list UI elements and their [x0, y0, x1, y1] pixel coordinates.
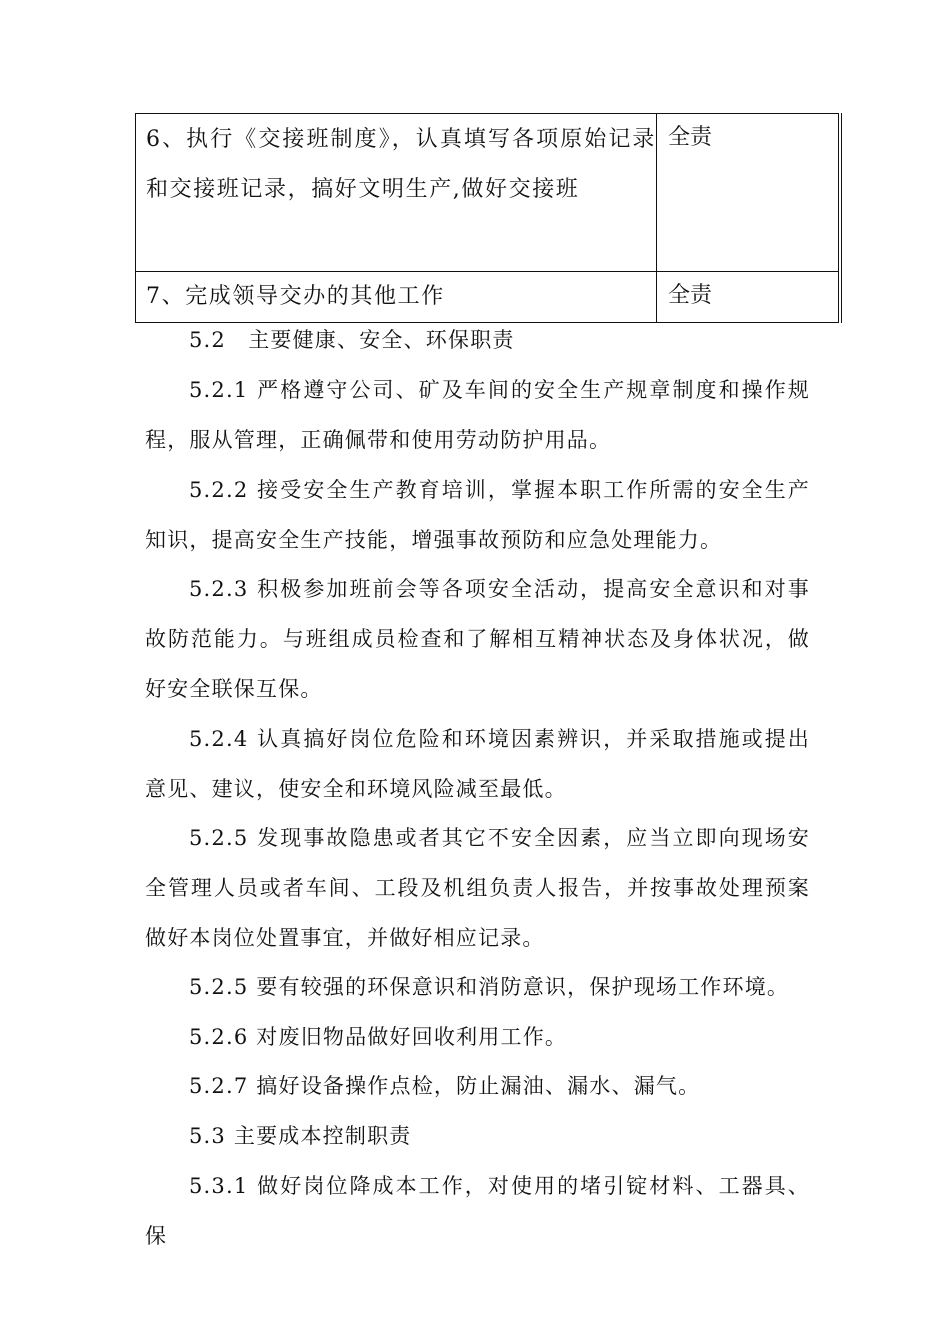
paragraph-5-3-1: 5.3.1 做好岗位降成本工作，对使用的堵引锭材料、工器具、保: [145, 1174, 810, 1248]
task-text: 7、完成领导交办的其他工作: [146, 284, 445, 309]
section-heading-5-2: 5.2 主要健康、安全、环保职责: [189, 328, 515, 352]
paragraph-5-2-1: 5.2.1 严格遵守公司、矿及车间的安全生产规章制度和操作规程，服从管理，正确佩带和使用劳动防护用品。: [145, 378, 810, 452]
responsibility-text: 全责: [668, 125, 713, 150]
paragraph-5-2-6: 5.2.6 对废旧物品做好回收利用工作。: [189, 1025, 568, 1049]
paragraph-5-2-2: 5.2.2 接受安全生产教育培训，掌握本职工作所需的安全生产知识，提高安全生产技能，增强事故预防和应急处理能力。: [145, 478, 810, 552]
duty-table: [135, 113, 842, 323]
paragraph-5-2-4: 5.2.4 认真搞好岗位危险和环境因素辨识，并采取措施或提出意见、建议，使安全和环境风险减至最低。: [145, 727, 810, 801]
responsibility-cell: [657, 114, 841, 272]
table-row: [136, 114, 841, 272]
section-heading-5-3: 5.3 主要成本控制职责: [189, 1124, 412, 1148]
paragraph-5-2-7: 5.2.7 搞好设备操作点检，防止漏油、漏水、漏气。: [189, 1074, 701, 1098]
task-cell: [136, 114, 657, 272]
paragraph-5-2-5a: 5.2.5 发现事故隐患或者其它不安全因素，应当立即向现场安全管理人员或者车间、工段及机组负责人报告，并按事故处理预案做好本岗位处置事宜，并做好相应记录。: [145, 826, 810, 950]
responsibility-text: 全责: [668, 283, 713, 308]
paragraph-5-2-3: 5.2.3 积极参加班前会等各项安全活动，提高安全意识和对事故防范能力。与班组成员检查和了解相互精神状态及身体状况，做好安全联保互保。: [145, 577, 810, 701]
task-text: 6、执行《交接班制度》，认真填写各项原始记录和交接班记录，搞好文明生产,做好交接班: [146, 127, 656, 202]
paragraph-5-2-5b: 5.2.5 要有较强的环保意识和消防意识，保护现场工作环境。: [189, 975, 790, 999]
